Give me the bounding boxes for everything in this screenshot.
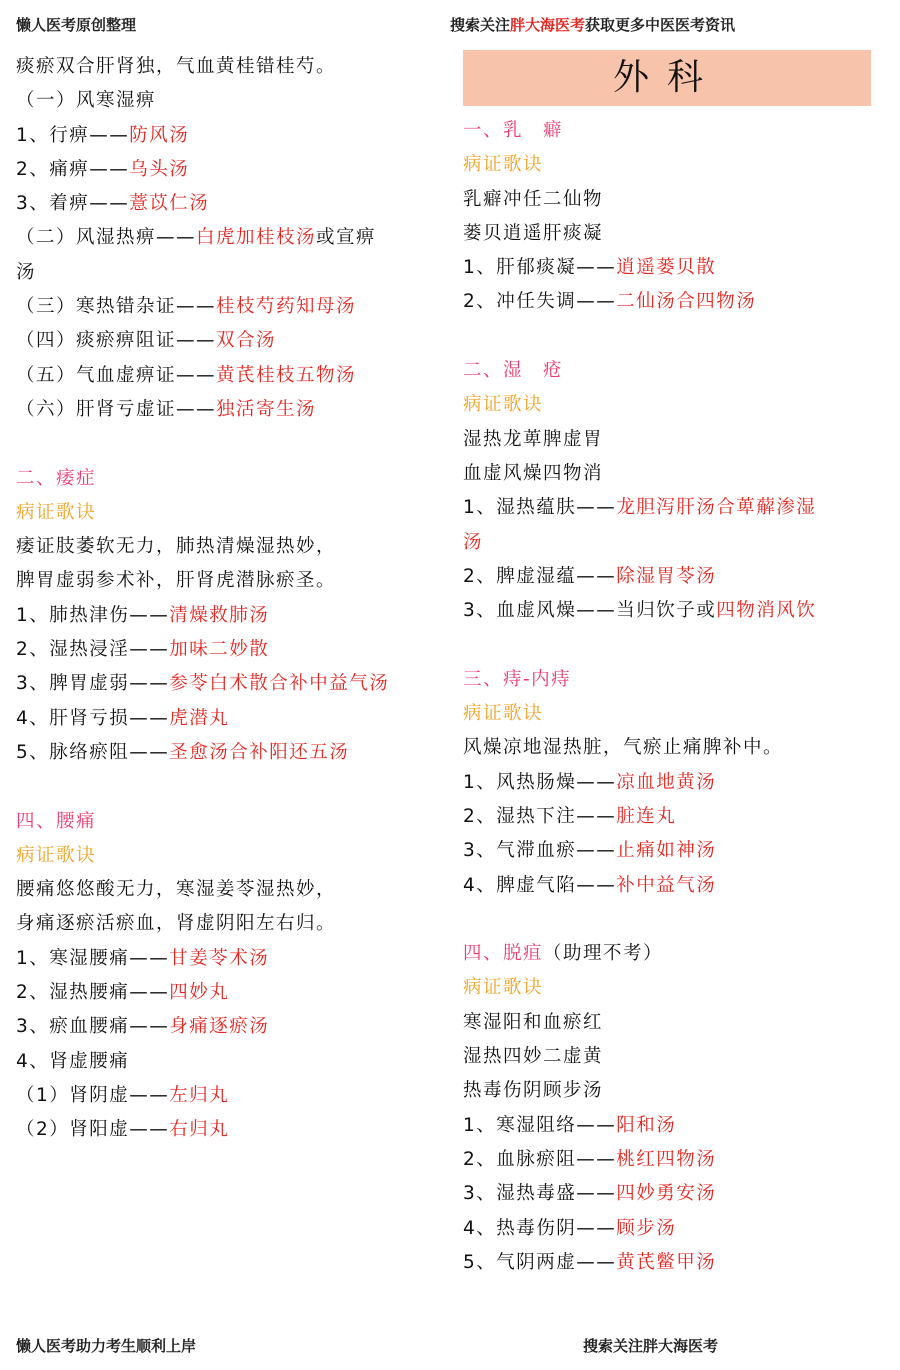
section-title: 三、痔-内痔 [463, 668, 572, 690]
line-text: 2、湿热浸淫—— [16, 639, 170, 661]
line-text: 腰痛悠悠酸无力，寒湿姜苓湿热妙， [16, 879, 337, 901]
line-text: 1、肝郁痰凝—— [463, 257, 617, 279]
text-line [16, 667, 436, 701]
formula-name: 四物消风饮 [716, 600, 817, 622]
formula-name: 顾步汤 [616, 1217, 677, 1239]
spacer [463, 320, 883, 354]
text-line [463, 800, 883, 834]
line-text: 蒌贝逍遥肝痰凝 [463, 222, 604, 244]
header-right-brand: 胖大海医考 [510, 16, 586, 34]
formula-name: 圣愈汤合补阳还五汤 [169, 741, 350, 763]
line-text: 2、痛痹—— [16, 158, 130, 180]
formula-name: 参苓白术散合补中益气汤 [169, 673, 390, 695]
line-text: 5、气阴两虚—— [463, 1251, 617, 1273]
line-text: （六）肝肾亏虚证—— [16, 398, 217, 420]
text-line [463, 731, 883, 765]
text-line [16, 873, 436, 907]
formula-name: 二仙汤合四物汤 [616, 291, 757, 313]
line-text: 2、冲任失调—— [463, 291, 617, 313]
text-line [16, 839, 436, 873]
line-text: （四）痰瘀痹阻证—— [16, 330, 217, 352]
text-line [463, 285, 883, 319]
line-text: 1、行痹—— [16, 124, 130, 146]
formula-name: 双合汤 [216, 330, 277, 352]
text-line [463, 423, 883, 457]
formula-name: 身痛逐瘀汤 [169, 1016, 270, 1038]
text-line [463, 388, 883, 422]
text-line [463, 1109, 883, 1143]
text-line [463, 183, 883, 217]
section-title: 四、脱疽 [463, 943, 544, 965]
text-line [16, 1010, 436, 1044]
formula-name: 除湿胃苓汤 [616, 565, 717, 587]
line-text: （1）肾阴虚—— [16, 1084, 170, 1106]
formula-name: 凉血地黄汤 [616, 771, 717, 793]
formula-name: 白虎加桂枝汤 [196, 227, 317, 249]
spacer [16, 427, 436, 461]
line-text: 2、湿热腰痛—— [16, 982, 170, 1004]
text-line [463, 560, 883, 594]
section-title: 一、乳 癖 [463, 120, 564, 141]
text-line [16, 1045, 436, 1079]
line-text: 4、热毒伤阴—— [463, 1217, 617, 1239]
text-line [16, 119, 436, 153]
text-line [16, 84, 436, 118]
spacer [16, 770, 436, 804]
line-text: 痿证肢萎软无力，肺热清燥湿热妙， [16, 536, 337, 558]
formula-name: 加味二妙散 [169, 639, 270, 661]
text-line [16, 942, 436, 976]
line-text: 1、寒湿阻络—— [463, 1114, 617, 1136]
subheading: 病证歌诀 [463, 394, 544, 416]
formula-name: 甘姜苓术汤 [169, 947, 270, 969]
text-line [16, 805, 436, 839]
formula-name: 薏苡仁汤 [129, 193, 210, 215]
footer-left: 懒人医考助力考生顺利上岸 [16, 1337, 197, 1355]
line-text: 4、脾虚气陷—— [463, 874, 617, 896]
formula-name: 四妙勇安汤 [616, 1183, 717, 1205]
line-text: 身痛逐瘀活瘀血，肾虚阴阳左右归。 [16, 913, 337, 935]
subheading: 病证歌诀 [463, 154, 544, 176]
line-text: 5、脉络瘀阻—— [16, 741, 170, 763]
line-text: （2）肾阳虚—— [16, 1119, 170, 1141]
surgery-banner: 外科 [463, 50, 871, 106]
line-text: （三）寒热错杂证—— [16, 296, 217, 318]
line-text: 3、着痹—— [16, 193, 130, 215]
line-text: 痰瘀双合肝肾独，气血黄桂错桂芍。 [16, 56, 337, 77]
text-line [16, 1113, 436, 1147]
text-line [463, 766, 883, 800]
line-text: （五）气血虚痹证—— [16, 364, 217, 386]
text-line [463, 1143, 883, 1177]
text-line [463, 1006, 883, 1040]
text-line [16, 1079, 436, 1113]
line-text: 血虚风燥四物消 [463, 462, 604, 484]
text-line [463, 869, 883, 903]
formula-name: 独活寄生汤 [216, 398, 317, 420]
text-line [463, 114, 883, 148]
formula-name: 脏连丸 [616, 805, 677, 827]
formula-name: 逍遥蒌贝散 [616, 257, 717, 279]
text-line [16, 393, 436, 427]
text-line [16, 496, 436, 530]
text-line [16, 599, 436, 633]
text-line [463, 937, 883, 971]
subheading: 病证歌诀 [463, 977, 544, 999]
text-line [16, 359, 436, 393]
formula-name: 补中益气汤 [616, 874, 717, 896]
formula-name: 右归丸 [169, 1119, 230, 1141]
text-line [463, 491, 883, 525]
text-line [463, 148, 883, 182]
text-line [463, 1212, 883, 1246]
spacer [463, 628, 883, 662]
text-line [463, 354, 883, 388]
text-line [16, 564, 436, 598]
header-right-prefix: 搜索关注 [450, 16, 511, 34]
line-text: 1、寒湿腰痛—— [16, 947, 170, 969]
section-title: 二、湿 疮 [463, 360, 564, 382]
text-line [16, 256, 436, 290]
right-column-wrapper [463, 50, 883, 1280]
formula-name: 防风汤 [129, 124, 190, 146]
formula-name: 龙胆泻肝汤合萆薢渗湿 [616, 497, 817, 519]
line-text: 湿热龙萆脾虚胃 [463, 428, 604, 450]
formula-name: 虎潜丸 [169, 707, 230, 729]
text-line [16, 702, 436, 736]
text-line [463, 594, 883, 628]
formula-name: 清燥救肺汤 [169, 604, 270, 626]
line-text: 湿热四妙二虚黄 [463, 1046, 604, 1068]
line-text: 汤 [16, 261, 37, 283]
formula-name: 黄芪桂枝五物汤 [216, 364, 357, 386]
text-line [463, 1246, 883, 1280]
header-right-suffix: 获取更多中医医考资讯 [585, 16, 736, 34]
line-text: 2、血脉瘀阻—— [463, 1148, 617, 1170]
text-line [16, 324, 436, 358]
formula-name: 四妙丸 [169, 982, 230, 1004]
line-text: 热毒伤阴顾步汤 [463, 1080, 604, 1102]
text-line [463, 457, 883, 491]
text-line [463, 217, 883, 251]
line-text: 3、气滞血瘀—— [463, 840, 617, 862]
subheading: 病证歌诀 [463, 703, 544, 725]
line-text: 脾胃虚弱参术补，肝肾虎潜脉瘀圣。 [16, 570, 337, 592]
text-line [16, 462, 436, 496]
line-text: 4、肝肾亏损—— [16, 707, 170, 729]
line-text: 4、肾虚腰痛 [16, 1050, 130, 1072]
spacer [463, 903, 883, 937]
line-text: 1、湿热蕴肤—— [463, 497, 617, 519]
line-text: （助理不考） [543, 943, 664, 965]
subheading: 病证歌诀 [16, 844, 97, 866]
line-text: 3、脾胃虚弱—— [16, 673, 170, 695]
line-text: 或宣痹 [316, 227, 377, 249]
line-text: 风燥凉地湿热脏，气瘀止痛脾补中。 [463, 737, 784, 759]
header-right [450, 14, 735, 35]
line-text: （一）风寒湿痹 [16, 90, 157, 112]
text-line [16, 633, 436, 667]
text-line [463, 697, 883, 731]
formula-name: 止痛如神汤 [616, 840, 717, 862]
line-text: 3、湿热毒盛—— [463, 1183, 617, 1205]
text-line [463, 526, 883, 560]
section-title: 二、痿症 [16, 467, 97, 489]
line-text: （二）风湿热痹—— [16, 227, 197, 249]
line-text: 1、风热肠燥—— [463, 771, 617, 793]
text-line [16, 976, 436, 1010]
text-line [463, 1074, 883, 1108]
formula-name: 阳和汤 [616, 1114, 677, 1136]
line-text: 3、血虚风燥——当归饮子或 [463, 600, 717, 622]
section-title: 四、腰痛 [16, 810, 97, 832]
text-line [463, 834, 883, 868]
text-line [16, 736, 436, 770]
text-line [16, 50, 436, 84]
text-line [16, 153, 436, 187]
formula-name: 汤 [463, 531, 484, 553]
right-column [463, 114, 883, 1280]
text-line [463, 1040, 883, 1074]
line-text: 1、肺热津伤—— [16, 604, 170, 626]
header-left: 懒人医考原创整理 [16, 16, 137, 34]
text-line [463, 251, 883, 285]
formula-name: 左归丸 [169, 1084, 230, 1106]
text-line [16, 530, 436, 564]
formula-name: 桂枝芍药知母汤 [216, 296, 357, 318]
line-text: 乳癖冲任二仙物 [463, 188, 604, 210]
text-line [16, 290, 436, 324]
text-line [16, 187, 436, 221]
text-line [463, 971, 883, 1005]
formula-name: 桃红四物汤 [616, 1148, 717, 1170]
text-line [16, 907, 436, 941]
text-line [463, 1177, 883, 1211]
formula-name: 乌头汤 [129, 158, 190, 180]
line-text: 寒湿阳和血瘀红 [463, 1011, 604, 1033]
formula-name: 黄芪鳖甲汤 [616, 1251, 717, 1273]
line-text: 2、湿热下注—— [463, 805, 617, 827]
line-text: 3、瘀血腰痛—— [16, 1016, 170, 1038]
text-line [16, 221, 436, 255]
footer-right: 搜索关注胖大海医考 [583, 1337, 719, 1355]
left-column [16, 50, 436, 1148]
text-line [463, 663, 883, 697]
line-text: 2、脾虚湿蕴—— [463, 565, 617, 587]
subheading: 病证歌诀 [16, 501, 97, 523]
